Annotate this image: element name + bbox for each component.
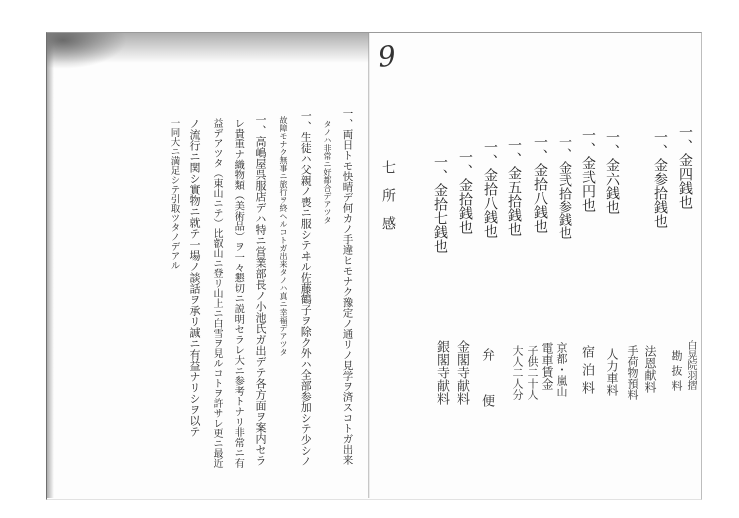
- expense-amount: 一、金弐円也: [580, 128, 596, 212]
- expense-amount: 一、金六銭也: [604, 130, 620, 214]
- expense-note: 白晃院羽摺: [685, 340, 696, 390]
- expense-note: 電車賃金: [540, 342, 554, 390]
- text-column: 一、高嶋屋呉服店デハ特ニ営業部長ノ小池氏ガ出デテ各方面ヲ案内セラ: [254, 114, 267, 466]
- text-column: 一、両日トモ快晴デ何カノ手違ヒモナク豫定ノ通リノ見学ヲ済スコトガ出来: [341, 108, 354, 465]
- expense-note: 勘抜料: [670, 350, 683, 395]
- expense-note: 大人二人分: [511, 345, 524, 400]
- expense-note: 金閣寺献料: [454, 340, 469, 405]
- text-column: レ貴重ナ織物類（美術品）ヲ一々懇切ニ説明セラレ大ニ参考トナリ非常ニ有: [232, 118, 245, 469]
- expense-amount: 一、金拾八銭也: [482, 140, 498, 238]
- text-column: ノ流行ニ関シ實物ニ就テ一場ノ談話ヲ承リ誠ニ有益ナリシヲ以テ: [188, 118, 201, 437]
- text-column: タノハ非常ニ好都合デアツタ: [323, 120, 332, 224]
- scanned-page: [46, 32, 702, 500]
- expense-amount: 一、金拾八銭也: [532, 135, 548, 233]
- expense-note: 京都・嵐山: [555, 342, 568, 397]
- expense-amount: 一、金拾七銭也: [432, 155, 448, 253]
- expense-amount: 一、金弐拾参銭也: [556, 135, 571, 239]
- page-number: 9: [376, 39, 398, 74]
- section-heading: 七所感: [380, 160, 396, 244]
- expense-note: 手荷物預料: [626, 345, 639, 400]
- text-column: 故障モナク無事ニ旅行ヲ終ヘルコトガ出来タノハ真ニ幸福デアツタ: [279, 116, 288, 356]
- scan-shadow-corner: [47, 33, 127, 69]
- expense-note: 銀閣寺献料: [434, 340, 449, 405]
- expense-note: 子供二十人: [526, 345, 539, 400]
- text-column: 一同大ニ満足シテ引取ツタノデアル: [168, 118, 180, 270]
- expense-amount: 一、金四銭也: [677, 125, 693, 209]
- expense-note: 人力車料: [605, 348, 619, 396]
- expense-amount: 一、金拾銭也: [457, 150, 473, 234]
- text-column: 一、生徒ハ父親ノ喪ニ服シテヰル佐藤鶴子ヲ除ク外ハ全部参加シテ少シノ: [299, 110, 313, 467]
- expense-amount: 一、金参拾銭也: [652, 130, 668, 228]
- expense-note: 弁 便: [479, 348, 494, 417]
- expense-note: 法恩献料: [643, 345, 657, 393]
- scan-shadow-left: [47, 33, 54, 498]
- text-column: 益デアツタ（東山ニテ）比叡山ニ登リ山上ニ白雪ヲ見ルコトヲ許サレ更ニ最近: [211, 118, 222, 468]
- expense-amount: 一、金五拾銭也: [506, 138, 522, 236]
- page-fold-line: [368, 33, 370, 498]
- expense-note: 宿泊料: [579, 345, 594, 399]
